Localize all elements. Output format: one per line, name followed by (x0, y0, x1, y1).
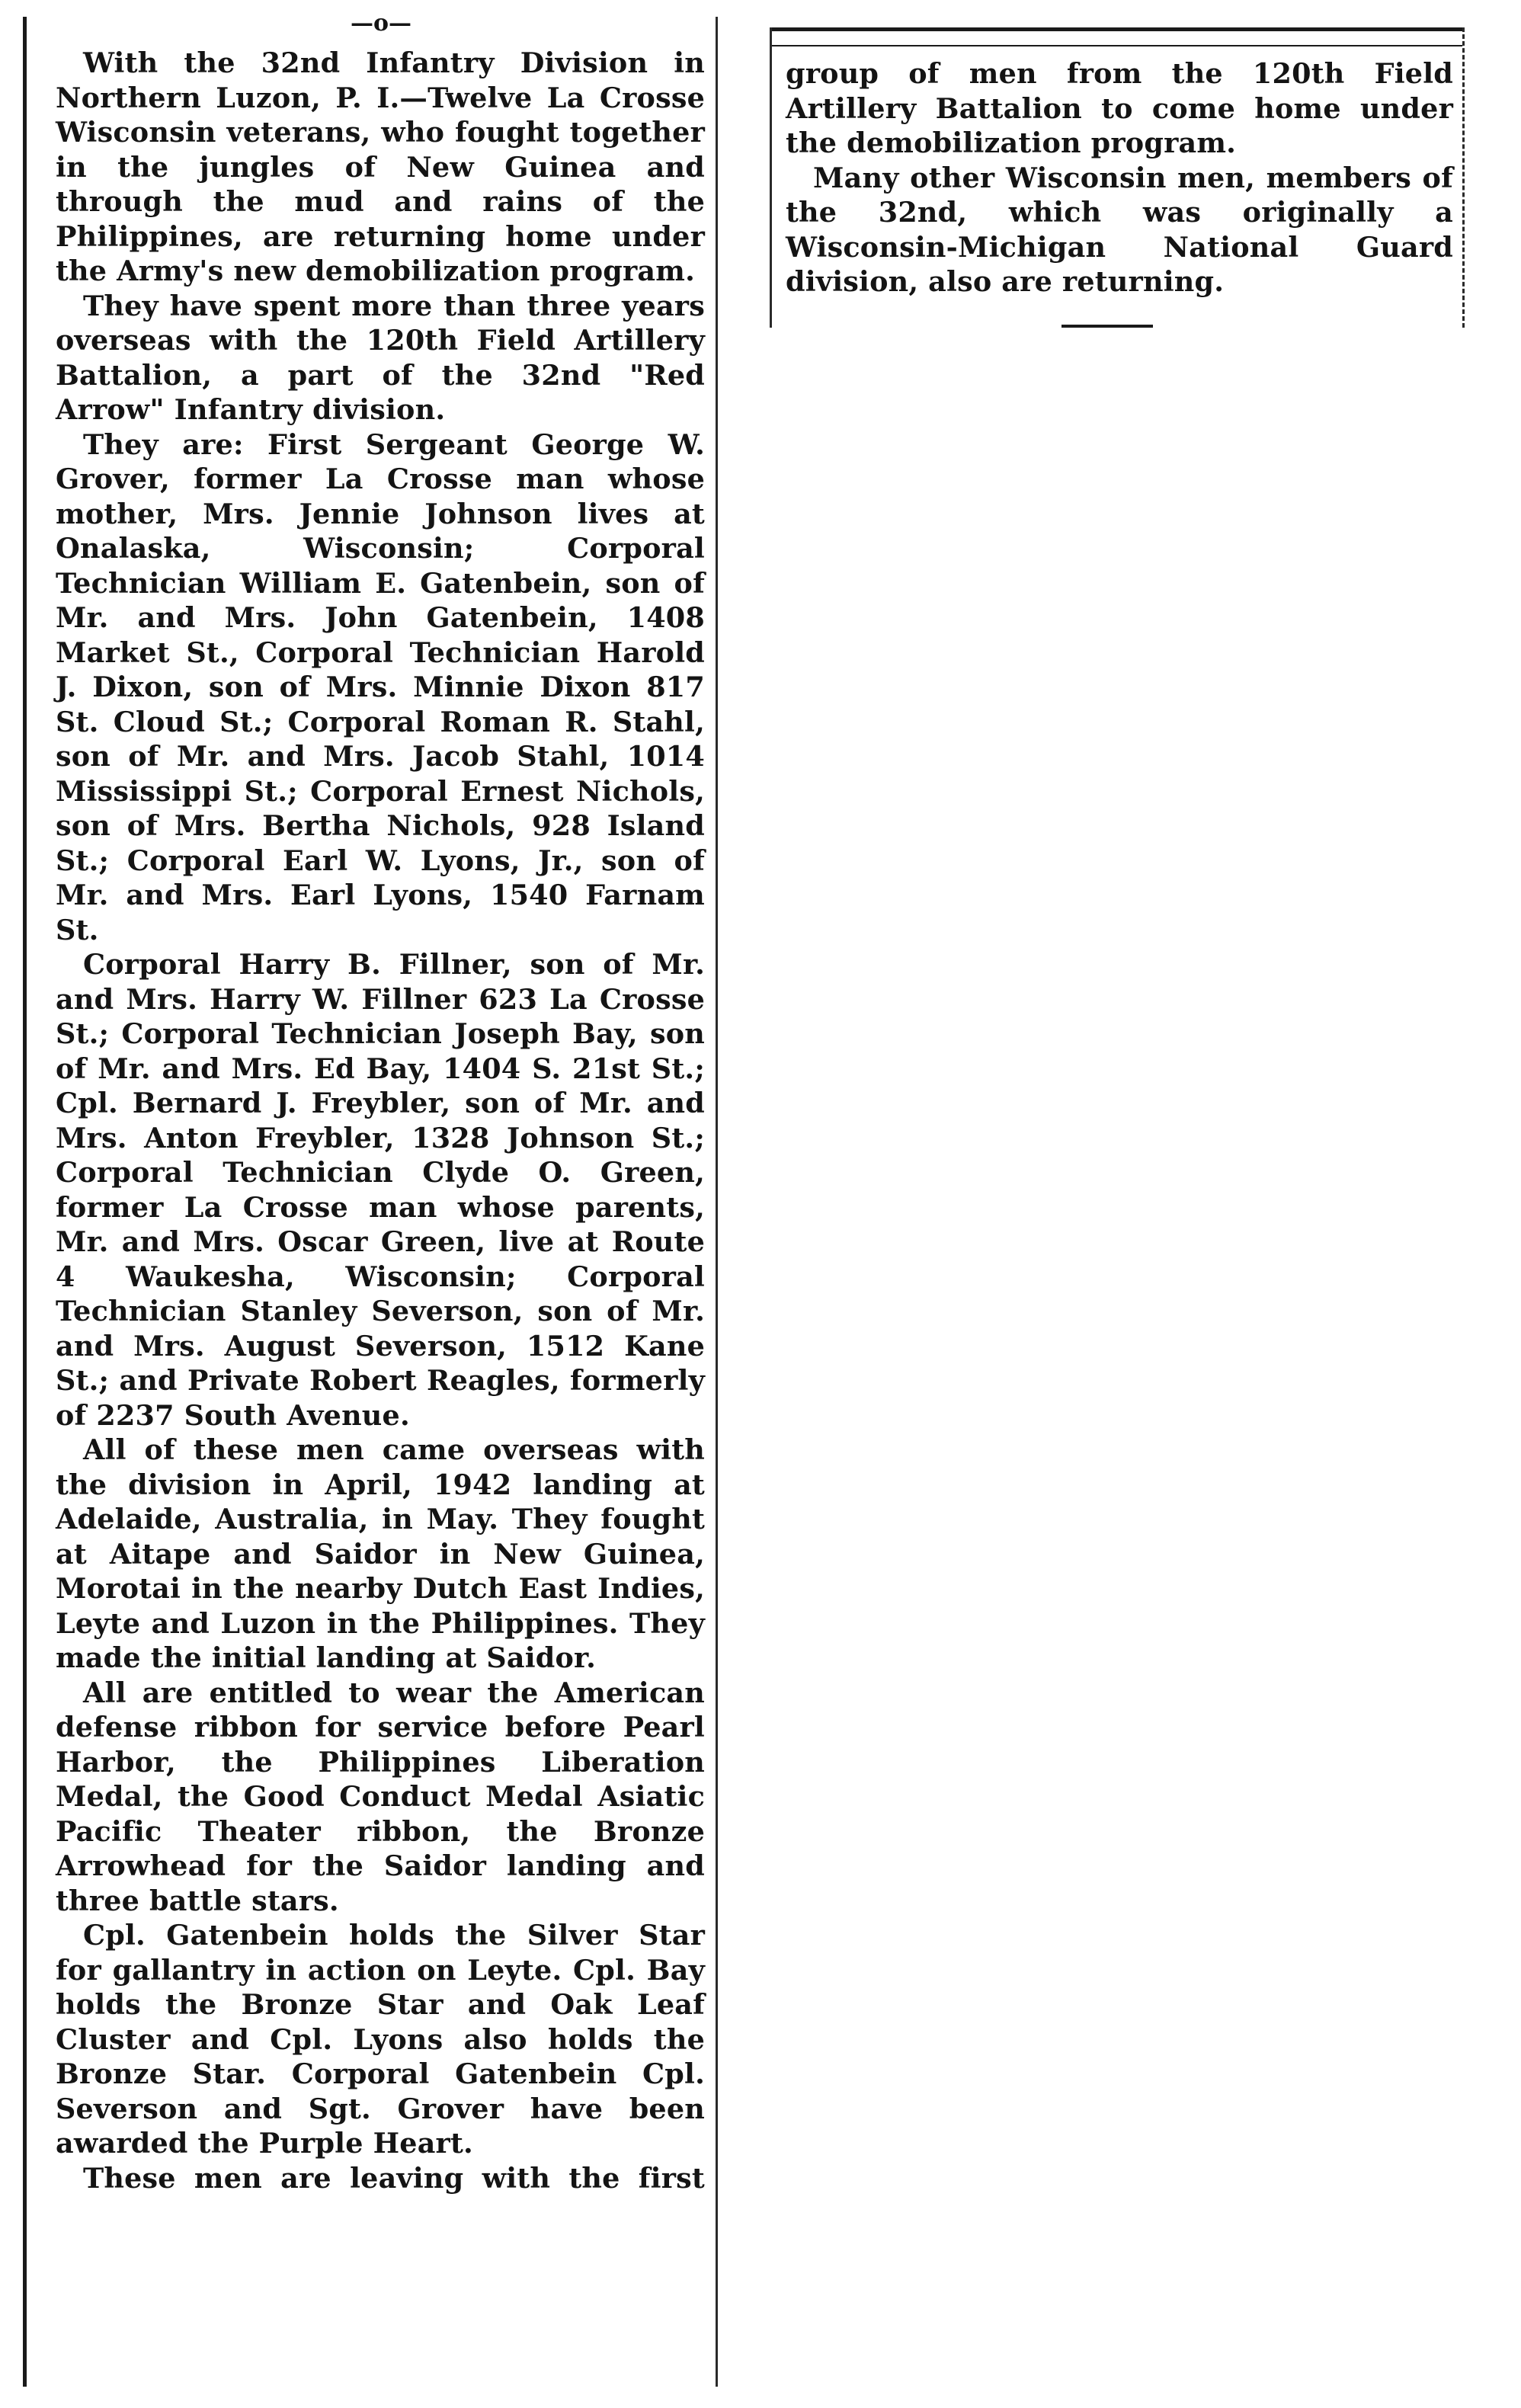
paragraph-campaigns: All of these men came overseas with the division in April, 1942 landing at Adelaide, Australia, in May. They fought at Aitape and Saidor in New Guinea, Morotai in the nearby Dutch East Indies, Leyte and Luzon in the Philippines. They made the initial landing at Saidor. (56, 1433, 705, 1674)
article-column-left (23, 10, 718, 2387)
paragraph-overseas: They have spent more than three years overseas with the 120th Field Artillery Battalion, a part of the 32nd "Red Arrow" Infantry division. (56, 289, 705, 426)
paragraph-names-2: Corporal Harry B. Fillner, son of Mr. and Mrs. Harry W. Fillner 623 La Crosse St.; Corporal Technician Joseph Bay, son of Mr. and Mrs. Ed Bay, 1404 S. 21st St.; Cpl. Bernard J. Freybler, son of Mr. and Mrs. Anton Freybler, 1328 Johnson St.; Corporal Technician Clyde O. Green, former La Crosse man whose parents, Mr. and Mrs. Oscar Green, live at Route 4 Waukesha, Wisconsin; Corporal Technician Stanley Severson, son of Mr. and Mrs. August Severson, 1512 Kane St.; and Private Robert Reagles, formerly of 2237 South Avenue. (56, 948, 705, 1432)
paragraph-names-1: They are: First Sergeant George W. Grover, former La Crosse man whose mother, Mrs. Jennie Johnson lives at Onalaska, Wisconsin; Corporal Technician William E. Gatenbein, son of Mr. and Mrs. John Gatenbein, 1408 Market St., Corporal Technician Harold J. Dixon, son of Mrs. Minnie Dixon 817 St. Cloud St.; Corporal Roman R. Stahl, son of Mr. and Mrs. Jacob Stahl, 1014 Mississippi St.; Corporal Ernest Nichols, son of Mrs. Bertha Nichols, 928 Island St.; Corporal Earl W. Lyons, Jr., son of Mr. and Mrs. Earl Lyons, 1540 Farnam St. (56, 427, 705, 946)
paragraph-leaving: These men are leaving with the first (83, 2161, 705, 2195)
paragraph-other-men: Many other Wisconsin men, members of the 32nd, which was originally a Wisconsin-Michigan National Guard division, also are returning. (786, 161, 1453, 298)
paragraph-continued: group of men from the 120th Field Artillery Battalion to come home under the demobilization program. (786, 57, 1453, 159)
section-end-rule (1061, 325, 1153, 332)
paragraph-ribbons: All are entitled to wear the American defense ribbon for service before Pearl Harbor, the Philippines Liberation Medal, the Good Conduct Medal Asiatic Pacific Theater ribbon, the Bronze Arrowhead for the Saidor landing and three battle stars. (56, 1676, 705, 1917)
paragraph-awards: Cpl. Gatenbein holds the Silver Star for gallantry in action on Leyte. Cpl. Bay holds the Bronze Star and Oak Leaf Cluster and Cpl. Lyons also holds the Bronze Star. Corporal Gatenbein Cpl. Severson and Sgt. Grover have been awarded the Purple Heart. (56, 1919, 705, 2160)
article-column-right (770, 27, 1465, 328)
column-top-rule (772, 27, 1462, 46)
section-separator: —o— (350, 10, 411, 37)
paragraph-intro: With the 32nd Infantry Division in Northern Luzon, P. I.—Twelve La Crosse Wisconsin veterans, who fought together in the jungles of New Guinea and through the mud and rains of the Philippines, are returning home under the Army's new demobilization program. (56, 46, 705, 287)
